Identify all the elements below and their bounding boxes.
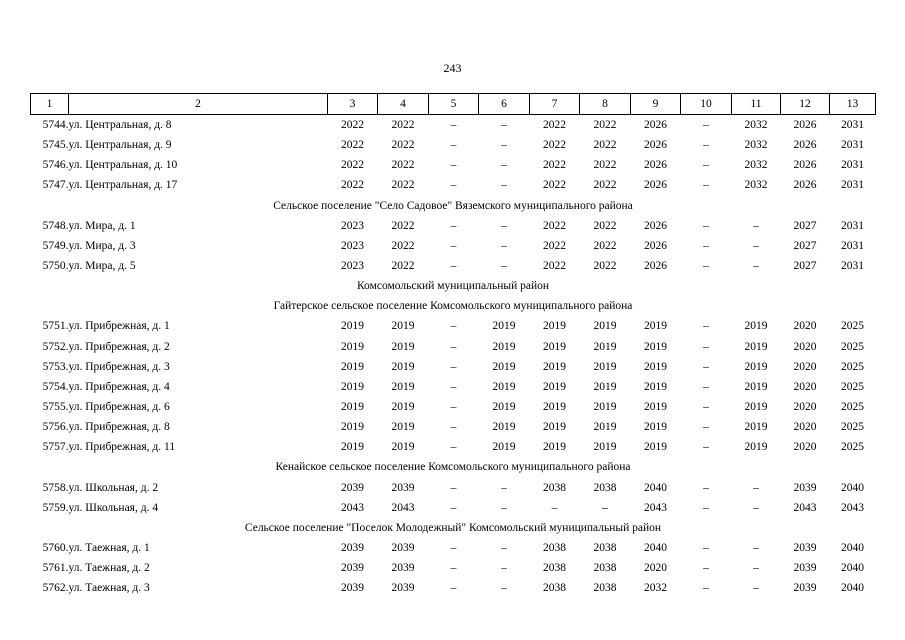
table-row (31, 357, 876, 377)
row-number: 5748. (42, 219, 69, 232)
year-cell: 2019 (391, 340, 415, 353)
row-number: 5754. (42, 380, 69, 393)
year-cell: 2019 (492, 380, 516, 393)
year-cell: – (703, 401, 709, 414)
row-number: 5746. (42, 159, 69, 172)
year-cell: 2019 (644, 421, 667, 434)
year-cell: 2022 (543, 159, 566, 172)
year-cell: – (703, 260, 709, 273)
year-cell: 2020 (793, 320, 817, 333)
year-cell: 2019 (744, 320, 768, 333)
address-cell: ул. Прибрежная, д. 4 (68, 380, 170, 393)
year-cell: – (501, 239, 507, 252)
year-cell: 2019 (593, 401, 617, 414)
year-cell: 2019 (391, 401, 415, 414)
year-cell: 2043 (644, 501, 667, 514)
year-cell: 2019 (543, 340, 566, 353)
year-cell: 2032 (744, 159, 768, 172)
table-row (31, 236, 876, 256)
year-cell: 2027 (793, 260, 817, 273)
year-cell: – (753, 562, 759, 575)
year-cell: 2039 (793, 481, 817, 494)
address-cell: ул. Школьная, д. 4 (68, 501, 159, 514)
year-cell: – (501, 501, 507, 514)
year-cell: 2023 (341, 260, 364, 273)
row-number: 5751. (42, 320, 69, 333)
column-header: 9 (631, 94, 681, 115)
year-cell: 2020 (793, 401, 817, 414)
column-header: 10 (681, 94, 732, 115)
table-row (31, 397, 876, 417)
year-cell: 2019 (492, 320, 516, 333)
year-cell: 2026 (793, 139, 817, 152)
table-row (31, 377, 876, 397)
year-cell: 2038 (543, 582, 566, 595)
year-cell: – (703, 441, 709, 454)
address-cell: ул. Мира, д. 3 (68, 239, 136, 252)
year-cell: 2019 (593, 360, 617, 373)
year-cell: 2026 (793, 119, 817, 132)
year-cell: 2019 (593, 441, 617, 454)
table-row (31, 155, 876, 175)
year-cell: – (551, 501, 558, 514)
year-cell: 2039 (341, 481, 364, 494)
year-cell: – (450, 179, 457, 192)
year-cell: 2022 (543, 179, 566, 192)
row-number: 5757. (42, 441, 69, 454)
row-number: 5756. (42, 421, 69, 434)
year-cell: 2032 (744, 179, 768, 192)
year-cell: – (450, 441, 457, 454)
year-cell: 2022 (341, 119, 364, 132)
row-number: 5750. (42, 260, 69, 273)
year-cell: – (703, 179, 709, 192)
year-cell: 2025 (841, 380, 864, 393)
address-cell: ул. Таежная, д. 1 (68, 542, 150, 555)
year-cell: – (703, 542, 709, 555)
year-cell: 2032 (744, 139, 768, 152)
section-heading-row (31, 296, 876, 316)
year-cell: 2022 (593, 159, 617, 172)
address-cell: ул. Центральная, д. 17 (68, 179, 178, 192)
year-cell: 2023 (341, 239, 364, 252)
section-heading: Сельское поселение "Поселок Молодежный" Комсомольский муниципальный район (244, 521, 662, 534)
year-cell: – (450, 562, 457, 575)
year-cell: 2043 (793, 501, 817, 514)
year-cell: – (450, 481, 457, 494)
section-heading-row (31, 518, 876, 538)
year-cell: 2019 (644, 401, 667, 414)
year-cell: 2040 (841, 481, 864, 494)
year-cell: 2019 (341, 360, 364, 373)
year-cell: 2022 (391, 139, 415, 152)
address-cell: ул. Прибрежная, д. 6 (68, 401, 170, 414)
year-cell: – (753, 501, 759, 514)
year-cell: 2031 (841, 159, 864, 172)
year-cell: 2027 (793, 219, 817, 232)
year-cell: 2031 (841, 260, 864, 273)
table-row (31, 558, 876, 578)
year-cell: 2040 (841, 582, 864, 595)
year-cell: 2020 (793, 421, 817, 434)
section-heading-row (31, 457, 876, 477)
column-header: 13 (830, 94, 876, 115)
year-cell: 2039 (391, 542, 415, 555)
year-cell: 2022 (391, 179, 415, 192)
year-cell: – (703, 159, 709, 172)
year-cell: – (450, 119, 457, 132)
table-row (31, 316, 876, 336)
year-cell: 2026 (644, 179, 667, 192)
year-cell: 2019 (744, 401, 768, 414)
year-cell: 2019 (391, 441, 415, 454)
year-cell: – (753, 219, 759, 232)
column-header: 12 (781, 94, 830, 115)
year-cell: 2020 (793, 360, 817, 373)
year-cell: 2019 (543, 441, 566, 454)
year-cell: 2026 (644, 119, 667, 132)
year-cell: 2020 (644, 562, 667, 575)
year-cell: – (450, 421, 457, 434)
table-row (31, 115, 876, 136)
year-cell: 2022 (593, 119, 617, 132)
year-cell: 2039 (341, 562, 364, 575)
column-header: 5 (429, 94, 479, 115)
year-cell: – (703, 562, 709, 575)
year-cell: 2022 (593, 260, 617, 273)
year-cell: 2026 (644, 239, 667, 252)
year-cell: – (501, 139, 507, 152)
year-cell: 2032 (644, 582, 667, 595)
year-cell: 2022 (341, 159, 364, 172)
section-heading: Комсомольский муниципальный район (356, 280, 550, 293)
year-cell: 2019 (543, 320, 566, 333)
table-row (31, 216, 876, 236)
row-number: 5747. (42, 179, 69, 192)
year-cell: 2022 (543, 119, 566, 132)
year-cell: 2027 (793, 239, 817, 252)
year-cell: 2022 (391, 219, 415, 232)
year-cell: 2022 (543, 219, 566, 232)
year-cell: 2019 (593, 320, 617, 333)
year-cell: 2031 (841, 179, 864, 192)
year-cell: 2019 (341, 320, 364, 333)
year-cell: 2022 (593, 219, 617, 232)
year-cell: 2038 (543, 481, 566, 494)
year-cell: 2026 (793, 159, 817, 172)
year-cell: 2038 (543, 562, 566, 575)
year-cell: 2019 (492, 421, 516, 434)
year-cell: 2039 (391, 562, 415, 575)
year-cell: – (753, 239, 759, 252)
table-row (31, 478, 876, 498)
year-cell: 2019 (341, 401, 364, 414)
table-row (31, 538, 876, 558)
year-cell: 2025 (841, 360, 864, 373)
year-cell: 2019 (744, 441, 768, 454)
year-cell: 2019 (391, 380, 415, 393)
year-cell: – (501, 179, 507, 192)
row-number: 5749. (42, 239, 69, 252)
year-cell: 2031 (841, 139, 864, 152)
table-row (31, 498, 876, 518)
year-cell: – (703, 360, 709, 373)
year-cell: 2040 (841, 562, 864, 575)
row-number: 5758. (42, 481, 69, 494)
year-cell: – (703, 239, 709, 252)
address-cell: ул. Таежная, д. 3 (68, 582, 150, 595)
address-cell: ул. Школьная, д. 2 (68, 481, 159, 494)
year-cell: 2031 (841, 219, 864, 232)
year-cell: 2022 (593, 139, 617, 152)
row-number: 5759. (42, 501, 69, 514)
year-cell: 2038 (543, 542, 566, 555)
year-cell: – (450, 340, 457, 353)
address-cell: ул. Центральная, д. 9 (68, 139, 172, 152)
table-row (31, 437, 876, 457)
year-cell: 2022 (391, 159, 415, 172)
year-cell: 2022 (593, 239, 617, 252)
address-cell: ул. Прибрежная, д. 11 (68, 441, 176, 454)
section-heading: Кенайское сельское поселение Комсомольского муниципального района (275, 461, 631, 474)
year-cell: – (450, 139, 457, 152)
year-cell: 2019 (543, 360, 566, 373)
year-cell: 2019 (644, 320, 667, 333)
table-row (31, 175, 876, 195)
year-cell: – (450, 360, 457, 373)
year-cell: – (703, 501, 709, 514)
year-cell: – (501, 159, 507, 172)
year-cell: – (703, 320, 709, 333)
row-number: 5761. (42, 562, 69, 575)
year-cell: 2019 (341, 441, 364, 454)
year-cell: – (501, 119, 507, 132)
year-cell: – (703, 421, 709, 434)
year-cell: 2031 (841, 119, 864, 132)
year-cell: 2039 (391, 481, 415, 494)
year-cell: 2039 (341, 582, 364, 595)
year-cell: 2019 (391, 320, 415, 333)
year-cell: 2025 (841, 340, 864, 353)
year-cell: 2039 (793, 582, 817, 595)
table-row (31, 337, 876, 357)
year-cell: – (703, 582, 709, 595)
year-cell: 2038 (593, 582, 617, 595)
year-cell: – (450, 260, 457, 273)
year-cell: 2019 (543, 380, 566, 393)
section-heading: Сельское поселение "Село Садовое" Вяземского муниципального района (273, 199, 633, 212)
year-cell: 2038 (593, 481, 617, 494)
address-cell: ул. Прибрежная, д. 1 (68, 320, 170, 333)
column-header: 2 (69, 94, 328, 115)
year-cell: – (753, 481, 759, 494)
year-cell: 2019 (391, 360, 415, 373)
year-cell: – (450, 542, 457, 555)
year-cell: 2025 (841, 320, 864, 333)
year-cell: 2026 (644, 139, 667, 152)
year-cell: – (450, 380, 457, 393)
year-cell: 2023 (341, 219, 364, 232)
year-cell: – (753, 260, 759, 273)
year-cell: 2019 (492, 401, 516, 414)
row-number: 5760. (42, 542, 69, 555)
year-cell: 2025 (841, 401, 864, 414)
address-cell: ул. Прибрежная, д. 8 (68, 421, 170, 434)
year-cell: 2019 (492, 441, 516, 454)
year-cell: 2022 (543, 139, 566, 152)
year-cell: 2038 (593, 542, 617, 555)
year-cell: 2026 (644, 260, 667, 273)
year-cell: 2019 (492, 360, 516, 373)
address-cell: ул. Прибрежная, д. 2 (68, 340, 170, 353)
year-cell: – (753, 582, 759, 595)
row-number: 5753. (42, 360, 69, 373)
year-cell: 2022 (391, 260, 415, 273)
table-body (31, 115, 876, 599)
year-cell: 2032 (744, 119, 768, 132)
page-number: 243 (443, 61, 462, 75)
address-cell: ул. Мира, д. 1 (68, 219, 136, 232)
year-cell: 2019 (341, 380, 364, 393)
address-cell: ул. Прибрежная, д. 3 (68, 360, 170, 373)
year-cell: 2039 (391, 582, 415, 595)
year-cell: 2022 (341, 139, 364, 152)
year-cell: 2022 (341, 179, 364, 192)
table-row (31, 135, 876, 155)
section-heading: Гайтерское сельское поселение Комсомольского муниципального района (273, 300, 633, 313)
year-cell: – (501, 260, 507, 273)
year-cell: 2019 (593, 380, 617, 393)
year-cell: 2040 (644, 481, 667, 494)
row-number: 5745. (42, 139, 69, 152)
column-header: 4 (378, 94, 429, 115)
year-cell: – (450, 159, 457, 172)
year-cell: – (703, 340, 709, 353)
year-cell: 2019 (744, 380, 768, 393)
year-cell: 2019 (492, 340, 516, 353)
year-cell: 2019 (644, 380, 667, 393)
year-cell: 2039 (793, 562, 817, 575)
year-cell: 2022 (543, 260, 566, 273)
row-number: 5755. (42, 401, 69, 414)
housing-schedule-table (30, 93, 876, 598)
address-cell: ул. Центральная, д. 8 (68, 119, 172, 132)
year-cell: 2040 (644, 542, 667, 555)
year-cell: 2020 (793, 340, 817, 353)
row-number: 5744. (42, 119, 69, 132)
year-cell: – (753, 542, 759, 555)
year-cell: 2025 (841, 421, 864, 434)
year-cell: 2043 (341, 501, 364, 514)
column-header: 7 (530, 94, 580, 115)
column-header: 6 (479, 94, 530, 115)
year-cell: 2019 (341, 340, 364, 353)
column-header: 8 (580, 94, 631, 115)
year-cell: – (450, 501, 457, 514)
year-cell: – (703, 481, 709, 494)
year-cell: – (450, 582, 457, 595)
year-cell: – (501, 481, 507, 494)
table-row (31, 417, 876, 437)
year-cell: 2019 (744, 340, 768, 353)
year-cell: 2022 (391, 119, 415, 132)
year-cell: – (703, 380, 709, 393)
year-cell: 2026 (793, 179, 817, 192)
year-cell: 2026 (644, 159, 667, 172)
year-cell: – (501, 219, 507, 232)
table-header-row (31, 94, 876, 115)
table-row (31, 256, 876, 276)
year-cell: 2019 (644, 360, 667, 373)
year-cell: 2040 (841, 542, 864, 555)
year-cell: 2022 (593, 179, 617, 192)
year-cell: – (501, 542, 507, 555)
address-cell: ул. Мира, д. 5 (68, 260, 136, 273)
address-cell: ул. Таежная, д. 2 (68, 562, 150, 575)
year-cell: – (703, 139, 709, 152)
column-header: 3 (328, 94, 378, 115)
year-cell: – (703, 119, 709, 132)
year-cell: 2019 (644, 441, 667, 454)
year-cell: – (703, 219, 709, 232)
year-cell: 2031 (841, 239, 864, 252)
year-cell: 2019 (744, 360, 768, 373)
year-cell: 2019 (543, 401, 566, 414)
row-number: 5762. (42, 582, 69, 595)
section-heading-row (31, 276, 876, 296)
year-cell: 2039 (341, 542, 364, 555)
year-cell: 2019 (543, 421, 566, 434)
year-cell: 2022 (543, 239, 566, 252)
year-cell: 2020 (793, 441, 817, 454)
year-cell: 2020 (793, 380, 817, 393)
year-cell: – (450, 239, 457, 252)
address-cell: ул. Центральная, д. 10 (68, 159, 178, 172)
year-cell: – (450, 401, 457, 414)
row-number: 5752. (42, 340, 69, 353)
year-cell: – (450, 320, 457, 333)
column-header: 11 (732, 94, 781, 115)
year-cell: 2038 (593, 562, 617, 575)
column-header: 1 (31, 94, 69, 115)
year-cell: 2043 (841, 501, 864, 514)
year-cell: – (501, 582, 507, 595)
year-cell: 2022 (391, 239, 415, 252)
year-cell: 2019 (593, 421, 617, 434)
year-cell: 2039 (793, 542, 817, 555)
table-row (31, 578, 876, 598)
year-cell: – (602, 501, 608, 514)
year-cell: 2019 (391, 421, 415, 434)
section-heading-row (31, 196, 876, 216)
year-cell: 2026 (644, 219, 667, 232)
year-cell: 2019 (644, 340, 667, 353)
year-cell: 2019 (593, 340, 617, 353)
year-cell: 2025 (841, 441, 864, 454)
year-cell: – (501, 562, 507, 575)
year-cell: 2019 (341, 421, 364, 434)
year-cell: 2019 (744, 421, 768, 434)
year-cell: 2043 (391, 501, 415, 514)
year-cell: – (450, 219, 457, 232)
